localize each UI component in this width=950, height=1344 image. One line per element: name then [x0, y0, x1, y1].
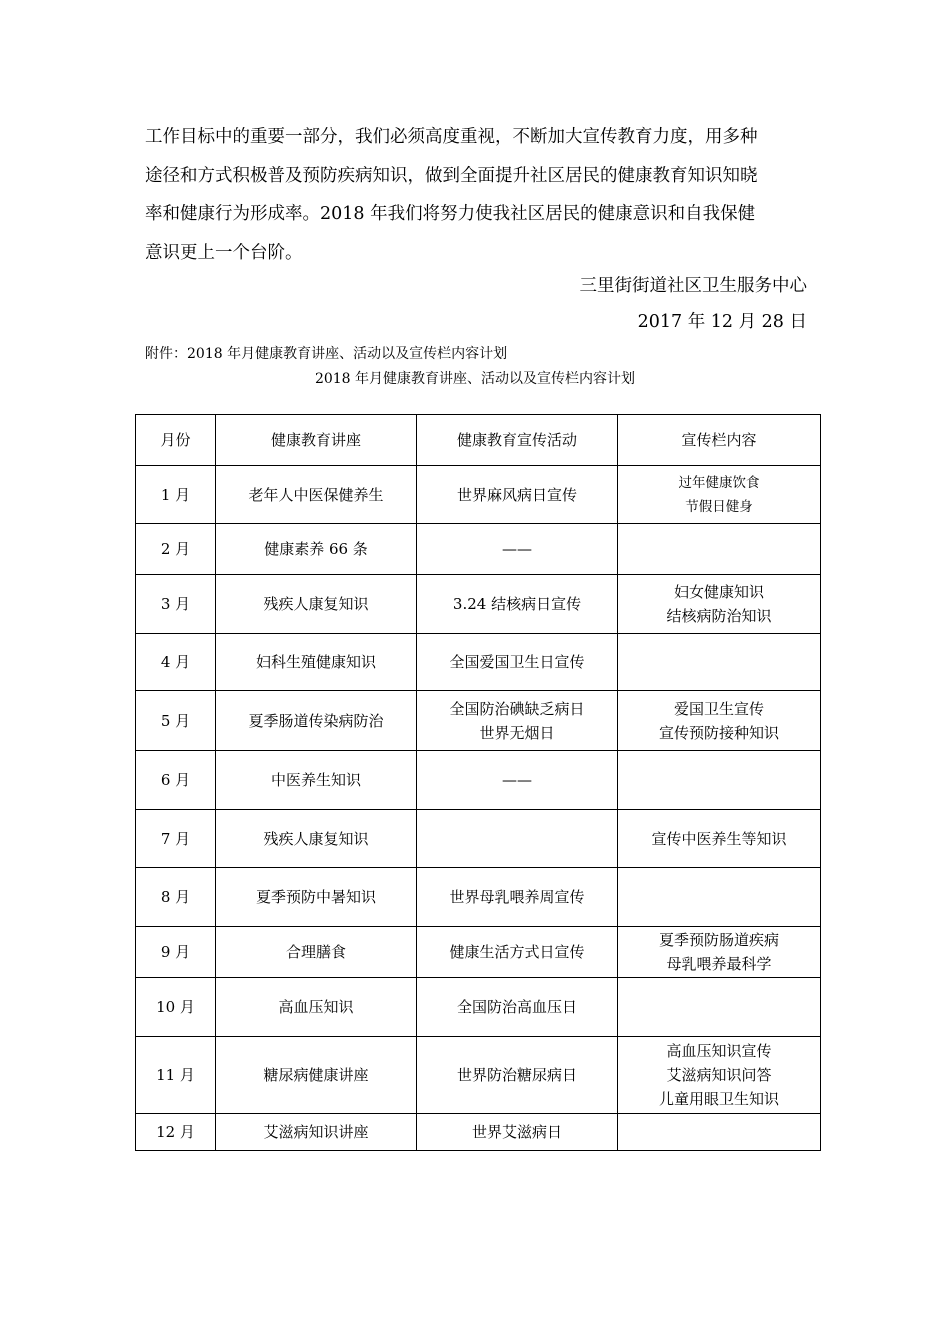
cell-activity-line: 世界防治糖尿病日	[456, 1066, 577, 1084]
cell-month-line: 8 月	[160, 888, 191, 906]
cell-board	[618, 575, 821, 634]
table-row	[136, 524, 821, 575]
cell-board	[618, 927, 821, 978]
cell-activity	[417, 466, 618, 524]
cell-activity-line: 全国爱国卫生日宣传	[449, 653, 585, 671]
cell-activity-line: 世界麻风病日宣传	[456, 485, 577, 504]
cell-board-line: 高血压知识宣传	[666, 1042, 772, 1060]
cell-board	[618, 868, 821, 927]
cell-activity-line: 世界艾滋病日	[471, 1123, 562, 1141]
cell-activity-line: 3.24 结核病日宣传	[452, 595, 582, 613]
cell-board	[618, 634, 821, 691]
cell-lecture-line: 高血压知识	[278, 998, 354, 1016]
cell-activity-line: ——	[502, 540, 532, 558]
table-header-row	[136, 415, 821, 466]
header-board: 宣传栏内容	[618, 415, 821, 466]
paragraph-line: 率和健康行为形成率。2018 年我们将努力使我社区居民的健康意识和自我保健	[145, 204, 756, 224]
table-row	[136, 691, 821, 751]
cell-lecture	[216, 1037, 417, 1114]
attachment-note: 附件：2018 年月健康教育讲座、活动以及宣传栏内容计划	[145, 346, 508, 362]
cell-lecture-line: 糖尿病健康讲座	[263, 1066, 369, 1084]
cell-activity-line: ——	[502, 771, 532, 789]
cell-board-line: 宣传预防接种知识	[658, 723, 779, 742]
cell-month	[136, 524, 216, 575]
cell-board-line: 夏季预防肠道疾病	[658, 931, 779, 949]
signature-org: 三里街街道社区卫生服务中心	[579, 276, 807, 296]
cell-lecture-line: 健康素养 66 条	[264, 540, 368, 558]
cell-month-line: 2 月	[160, 540, 191, 558]
table-row	[136, 868, 821, 927]
cell-board-line: 妇女健康知识	[673, 583, 764, 601]
cell-activity	[417, 751, 618, 810]
cell-month	[136, 751, 216, 810]
cell-month-line: 4 月	[160, 653, 191, 671]
table-row	[136, 1114, 821, 1151]
cell-lecture	[216, 466, 417, 524]
cell-lecture-line: 残疾人康复知识	[263, 595, 369, 613]
cell-activity	[417, 927, 618, 978]
cell-month-line: 10 月	[156, 998, 195, 1016]
cell-lecture	[216, 691, 417, 751]
table-row	[136, 575, 821, 634]
cell-lecture-line: 妇科生殖健康知识	[255, 653, 376, 671]
cell-board-line: 儿童用眼卫生知识	[658, 1090, 779, 1108]
cell-month	[136, 1037, 216, 1114]
cell-lecture	[216, 927, 417, 978]
cell-month	[136, 466, 216, 524]
cell-month-line: 6 月	[160, 771, 191, 789]
cell-board-line: 宣传中医养生等知识	[651, 829, 787, 848]
cell-month	[136, 1114, 216, 1151]
cell-month	[136, 575, 216, 634]
cell-lecture	[216, 634, 417, 691]
cell-lecture	[216, 1114, 417, 1151]
cell-activity	[417, 978, 618, 1037]
table-row	[136, 1037, 821, 1114]
header-month: 月份	[136, 415, 216, 466]
cell-month	[136, 691, 216, 751]
signature-date: 2017 年 12 月 28 日	[637, 312, 807, 332]
cell-month-line: 5 月	[160, 711, 191, 730]
paragraph-line: 意识更上一个台阶。	[145, 242, 303, 263]
cell-month	[136, 868, 216, 927]
header-lecture: 健康教育讲座	[216, 415, 417, 466]
cell-activity	[417, 868, 618, 927]
cell-month-line: 11 月	[156, 1066, 195, 1084]
cell-activity	[417, 1037, 618, 1114]
table-row	[136, 810, 821, 868]
cell-board	[618, 1114, 821, 1151]
cell-board-line: 结核病防治知识	[666, 607, 772, 625]
cell-board-line: 过年健康饮食	[678, 474, 760, 491]
cell-activity	[417, 634, 618, 691]
table-row	[136, 634, 821, 691]
table-row	[136, 927, 821, 978]
cell-activity	[417, 691, 618, 751]
cell-board	[618, 978, 821, 1037]
cell-lecture-line: 夏季肠道传染病防治	[248, 711, 384, 730]
cell-lecture-line: 夏季预防中暑知识	[255, 888, 376, 906]
header-activity: 健康教育宣传活动	[417, 415, 618, 466]
cell-board-line: 艾滋病知识问答	[666, 1066, 772, 1084]
cell-lecture	[216, 575, 417, 634]
cell-lecture	[216, 524, 417, 575]
cell-board	[618, 691, 821, 751]
cell-lecture-line: 中医养生知识	[270, 771, 361, 789]
cell-activity	[417, 1114, 618, 1151]
cell-activity-line: 全国防治碘缺乏病日	[449, 699, 585, 718]
cell-activity	[417, 524, 618, 575]
cell-lecture	[216, 978, 417, 1037]
paragraph-line: 工作目标中的重要一部分，我们必须高度重视，不断加大宣传教育力度，用多种	[145, 127, 758, 147]
cell-activity-line: 健康生活方式日宣传	[449, 943, 585, 961]
table-title: 2018 年月健康教育讲座、活动以及宣传栏内容计划	[314, 371, 636, 387]
cell-activity-line: 世界无烟日	[479, 723, 555, 742]
cell-board-line: 母乳喂养最科学	[666, 955, 772, 973]
body-paragraph	[145, 118, 807, 272]
cell-lecture	[216, 810, 417, 868]
cell-month	[136, 810, 216, 868]
cell-board	[618, 810, 821, 868]
cell-month-line: 7 月	[160, 829, 191, 848]
cell-month	[136, 927, 216, 978]
cell-board	[618, 751, 821, 810]
cell-activity	[417, 810, 618, 868]
cell-board	[618, 524, 821, 575]
table-row	[136, 466, 821, 524]
paragraph-line: 途径和方式积极普及预防疾病知识，做到全面提升社区居民的健康教育知识知晓	[145, 165, 758, 186]
cell-board-line: 节假日健身	[685, 498, 753, 515]
cell-activity-line: 世界母乳喂养周宣传	[449, 888, 585, 906]
cell-board	[618, 466, 821, 524]
table-row	[136, 751, 821, 810]
cell-month-line: 12 月	[156, 1123, 195, 1141]
cell-month-line: 3 月	[160, 595, 191, 613]
table-body	[136, 466, 821, 1151]
cell-month-line: 1 月	[160, 485, 191, 504]
cell-month	[136, 978, 216, 1037]
cell-lecture	[216, 751, 417, 810]
cell-activity-line: 全国防治高血压日	[456, 998, 577, 1016]
cell-board	[618, 1037, 821, 1114]
cell-activity	[417, 575, 618, 634]
table-row	[136, 978, 821, 1037]
cell-lecture	[216, 868, 417, 927]
cell-lecture-line: 艾滋病知识讲座	[263, 1123, 369, 1141]
cell-lecture-line: 合理膳食	[285, 943, 346, 961]
cell-lecture-line: 残疾人康复知识	[263, 829, 369, 848]
plan-table	[135, 414, 821, 1151]
cell-lecture-line: 老年人中医保健养生	[248, 485, 384, 504]
cell-month	[136, 634, 216, 691]
cell-month-line: 9 月	[160, 943, 191, 961]
cell-board-line: 爱国卫生宣传	[673, 699, 764, 718]
